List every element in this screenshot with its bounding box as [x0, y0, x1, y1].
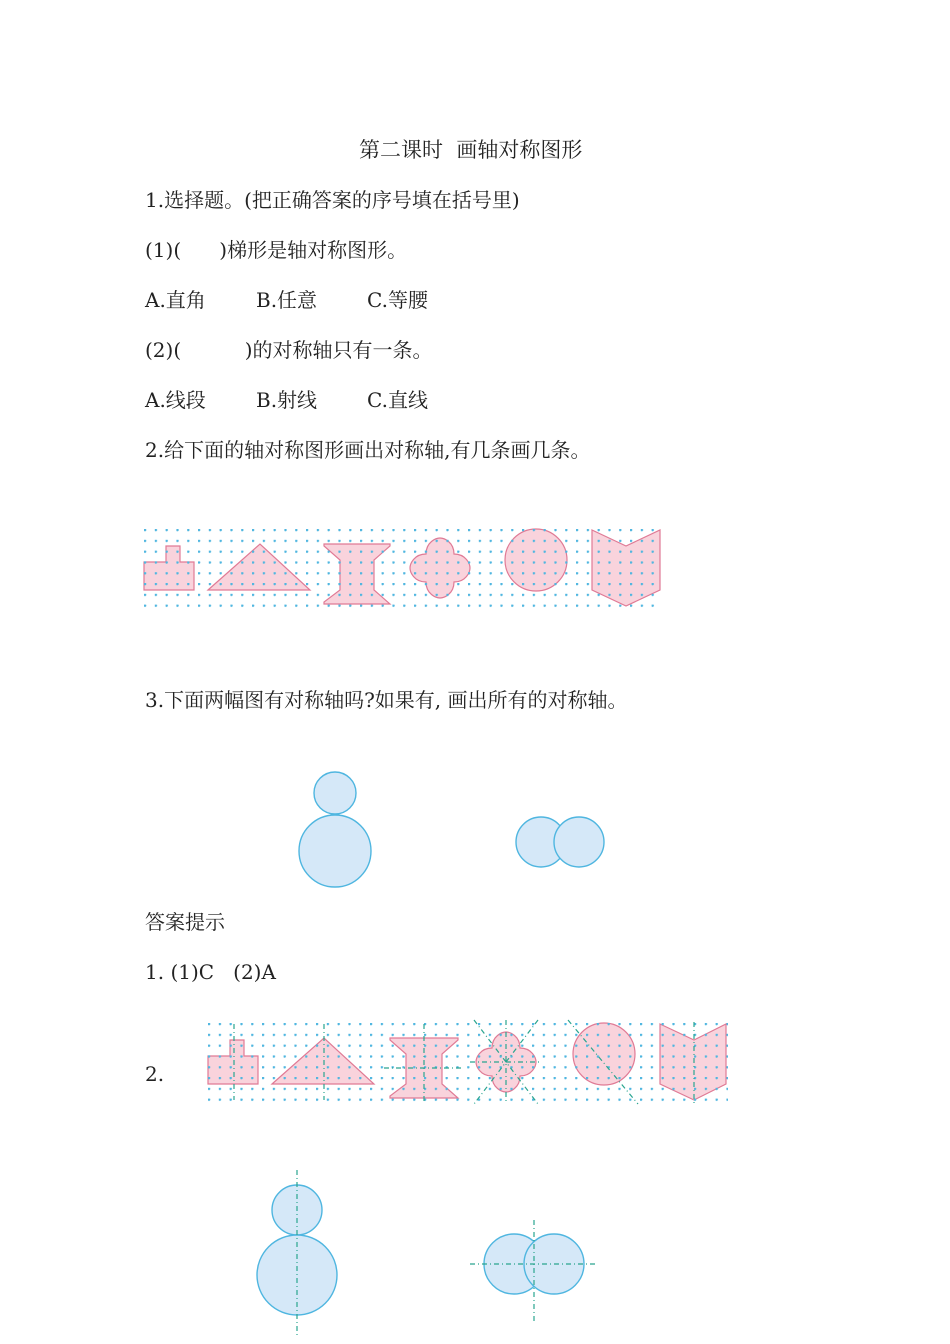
answer-1: 1. (1)C (2)A [145, 960, 276, 984]
answer-overlapping-circles [470, 1218, 610, 1328]
snowman-circles [290, 765, 390, 905]
question-3-heading: 3.下面两幅图有对称轴吗?如果有, 画出所有的对称轴。 [145, 688, 628, 712]
question-1-1-option-c: C.等腰 [367, 288, 428, 312]
question-1-1-option-b: B.任意 [256, 288, 318, 312]
question-2-figures [142, 526, 662, 610]
page-title: 第二课时 画轴对称图形 [359, 138, 583, 162]
question-1-1-option-a: A.直角 [145, 288, 206, 312]
answer-snowman-circles [252, 1170, 352, 1340]
question-2-heading: 2.给下面的轴对称图形画出对称轴,有几条画几条。 [145, 438, 591, 462]
answers-heading: 答案提示 [145, 910, 225, 934]
question-1-1-stem: (1)( )梯形是轴对称图形。 [145, 238, 408, 262]
question-1-2-option-b: B.射线 [256, 388, 318, 412]
question-1-2-option-a: A.线段 [145, 388, 206, 412]
overlapping-circles [505, 805, 625, 885]
question-1-heading: 1.选择题。(把正确答案的序号填在括号里) [145, 188, 520, 212]
question-1-2-stem: (2)( )的对称轴只有一条。 [145, 338, 433, 362]
answer-2-figures [206, 1020, 728, 1104]
answer-2-label: 2. [145, 1062, 165, 1086]
question-1-2-option-c: C.直线 [367, 388, 428, 412]
